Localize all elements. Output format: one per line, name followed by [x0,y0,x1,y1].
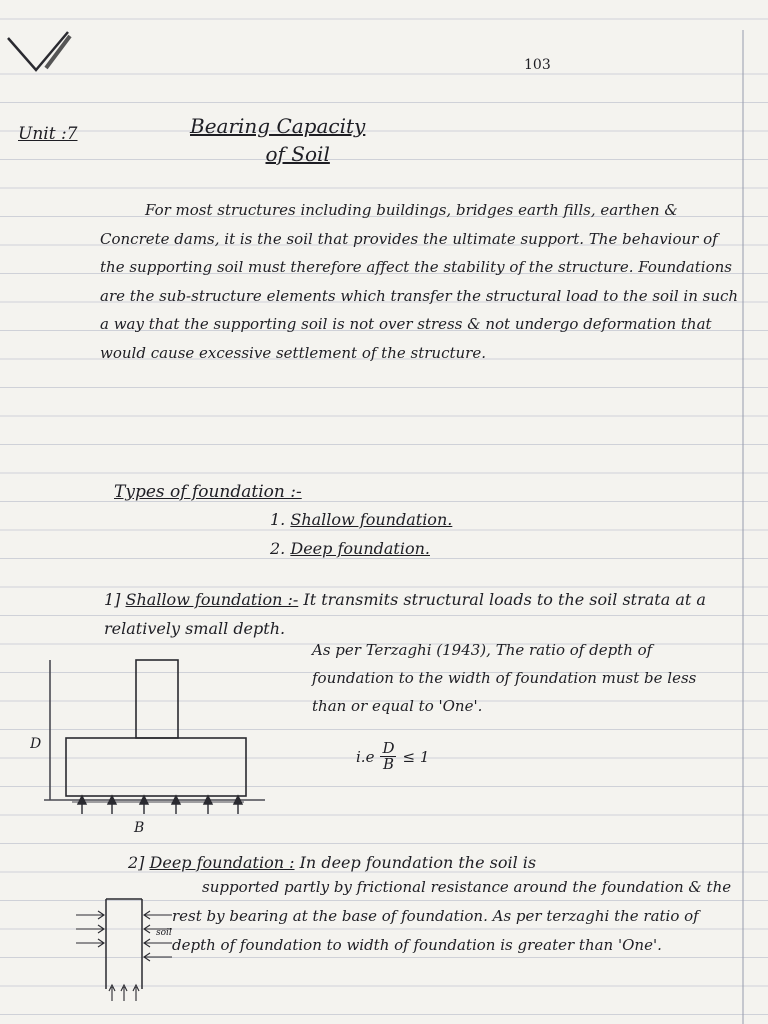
intro-paragraph: For most structures including buildings, bridges earth fills, earthen & Concrete dams, it is the soil that provides the ultimate support. The behaviour of the supporting soil must therefore affect the stability of the structure. Foundations are the sub-structure elements which transfer the structural load to the soil in such a way that the supporting soil is not over stress & not undergo deformation that would cause excessive settlement of the structure. [100,201,739,362]
types-heading: Types of foundation :- [114,482,302,502]
check-mark-icon [6,30,76,87]
section-number: 1] [104,590,121,609]
shallow-foundation-section [104,585,734,643]
section-lead: In deep foundation the soil is [299,853,537,872]
section-number: 2] [128,853,145,872]
diagram-label-b: B [134,820,145,836]
margin-line [742,30,744,1024]
fraction: $\frac{D}{B}$ [382,739,395,773]
diagram-label-soil: soil [156,928,172,938]
page-title [190,112,365,168]
list-item: 1. Shallow foundation. [270,510,453,529]
section-heading: Shallow foundation :- [125,590,299,609]
list-item: 2. Deep foundation. [270,539,430,558]
page-number: 103 [524,57,551,73]
shallow-formula: i.e $\frac{D}{B}$ ≤ 1 [356,739,430,773]
unit-label: Unit :7 [18,124,78,144]
shallow-foundation-diagram [30,652,280,838]
shallow-foundation-text: As per Terzaghi (1943), The ratio of depth of foundation to the width of foundation must be less than or equal to 'One'. [312,641,697,715]
title-line-1: Bearing Capacity [190,114,366,138]
section-heading: Deep foundation : [149,853,295,872]
diagram-label-d: D [30,736,42,752]
deep-foundation-diagram [68,895,178,1005]
deep-foundation-text: supported partly by frictional resistance around the foundation & the rest by bearing at the base of foundation. As per terzaghi the ratio of depth of foundation to width of foundation is greater than 'One'. [172,878,732,954]
section-lead: It transmits structural loads to the soil strata at a relatively small depth. [104,590,706,638]
title-line-2: of Soil [265,142,330,166]
types-list [270,505,452,563]
